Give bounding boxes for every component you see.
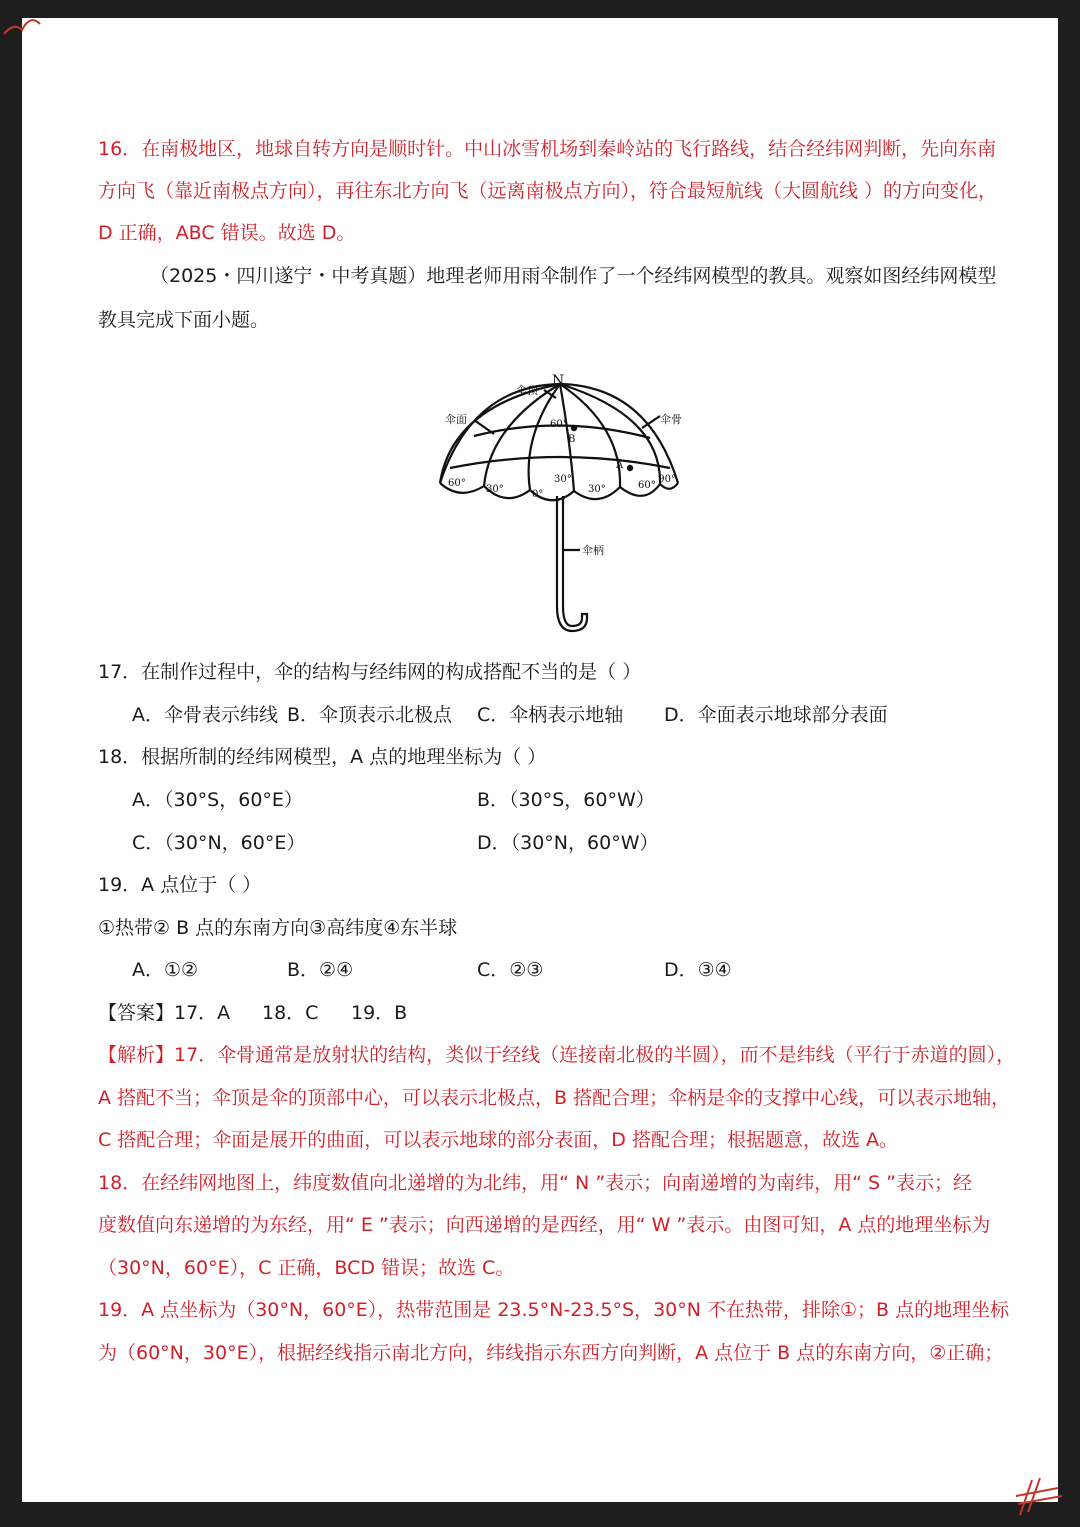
lon-right60-label: 60° xyxy=(638,480,656,491)
umbrella-handle-shaft xyxy=(557,496,563,606)
q19-option-c: C．②③ xyxy=(477,959,544,981)
point-a-marker xyxy=(627,465,633,471)
analysis-line3: C 搭配合理；伞面是展开的曲面，可以表示地球的部分表面，D 搭配合理；根据题意，故选 A。 xyxy=(98,1129,899,1151)
q19-option-b: B．②④ xyxy=(287,959,354,981)
q18-option-c: C．（30°N，60°E） xyxy=(132,832,306,854)
lon-right30-label: 30° xyxy=(588,484,606,495)
analysis-line6: （30°N，60°E），C 正确，BCD 错误；故选 C。 xyxy=(98,1257,515,1279)
intro-line2: 教具完成下面小题。 xyxy=(98,309,270,331)
q17-option-c: C．伞柄表示地轴 xyxy=(477,704,624,726)
lon-90-label: 90° xyxy=(658,474,676,485)
north-label: N xyxy=(552,373,565,389)
q17-option-a: A．伞骨表示纬线 xyxy=(132,704,278,726)
lon-left60-label: 60° xyxy=(448,478,466,489)
analysis-line2: A 搭配不当；伞顶是伞的顶部中心，可以表示北极点，B 搭配合理；伞柄是伞的支撑中心线，可以表示地轴， xyxy=(98,1087,1011,1109)
document-page xyxy=(22,18,1058,1502)
point-b-marker xyxy=(571,425,577,431)
q18-stem: 18．根据所制的经纬网模型，A 点的地理坐标为（ ） xyxy=(98,746,547,768)
top-label: 伞顶 xyxy=(516,384,538,397)
face-pointer-line xyxy=(474,420,494,434)
umbrella-graticule-figure xyxy=(412,356,682,641)
analysis-line7: 19．A 点坐标为（30°N，60°E），热带范围是 23.5°N-23.5°S，30°N 不在热带，排除①；B 点的地理坐标 xyxy=(98,1299,1010,1321)
answer-19: 19．B xyxy=(351,1002,408,1024)
q19-option-a: A．①② xyxy=(132,959,199,981)
lon-left30-label: 30° xyxy=(486,484,504,495)
q19-stem: 19．A 点位于（ ） xyxy=(98,874,262,896)
q18-option-d: D．（30°N，60°W） xyxy=(477,832,659,854)
analysis-line4: 18．在经纬网地图上，纬度数值向北递增的为北纬，用“ N ”表示；向南递增的为南纬，用“ S ”表示；经 xyxy=(98,1172,972,1194)
lat-60-label: 60° xyxy=(550,419,568,430)
lat-30-label: 30° xyxy=(554,474,572,485)
q16-analysis-line1: 16．在南极地区，地球自转方向是顺时针。中山冰雪机场到秦岭站的飞行路线，结合经纬网判断，先向东南 xyxy=(98,138,997,160)
answer-17: 17．A xyxy=(174,1002,231,1024)
q17-option-d: D．伞面表示地球部分表面 xyxy=(664,704,888,726)
q18-option-b: B．（30°S，60°W） xyxy=(477,789,655,811)
corner-scribble-top-left-icon xyxy=(0,0,60,40)
umbrella-handle-hook xyxy=(557,606,587,631)
q19-option-d: D．③④ xyxy=(664,959,732,981)
point-b-label: B xyxy=(568,434,576,445)
q16-analysis-line3: D 正确，ABC 错误。故选 D。 xyxy=(98,222,356,244)
face-label: 伞面 xyxy=(445,413,467,426)
answer-18: 18．C xyxy=(262,1002,319,1024)
analysis-line8: 为（60°N，30°E），根据经线指示南北方向，纬线指示东西方向判断，A 点位于 B 点的东南方向，②正确； xyxy=(98,1342,1004,1364)
latitude-line-30 xyxy=(450,457,670,468)
q18-option-a: A．（30°S，60°E） xyxy=(132,789,303,811)
corner-scribble-bottom-right-icon xyxy=(1010,1460,1080,1527)
q17-option-b: B．伞顶表示北极点 xyxy=(287,704,453,726)
analysis-line5: 度数值向东递增的为东经，用“ E ”表示；向西递增的是西经，用“ W ”表示。由图可知，A 点的地理坐标为 xyxy=(98,1214,991,1236)
q16-analysis-line2: 方向飞（靠近南极点方向），再往东北方向飞（远离南极点方向），符合最短航线（大圆航线 ）的方向变化， xyxy=(98,180,998,202)
answer-tag: 【答案】 xyxy=(98,1002,175,1024)
intro-line1: （2025・四川遂宁・中考真题）地理老师用雨伞制作了一个经纬网模型的教具。观察如图经纬网模型 xyxy=(150,265,997,287)
q19-items: ①热带② B 点的东南方向③高纬度④东半球 xyxy=(98,917,458,939)
analysis-line1: 【解析】17．伞骨通常是放射状的结构，类似于经线（连接南北极的半圆），而不是纬线（平行于赤道的圆）， xyxy=(98,1044,1016,1066)
rib-label: 伞骨 xyxy=(660,413,682,426)
point-a-label: A xyxy=(616,460,624,471)
q17-stem: 17．在制作过程中，伞的结构与经纬网的构成搭配不当的是（ ） xyxy=(98,661,642,683)
handle-label: 伞柄 xyxy=(582,544,604,557)
lon-0-label: 0° xyxy=(532,489,544,500)
